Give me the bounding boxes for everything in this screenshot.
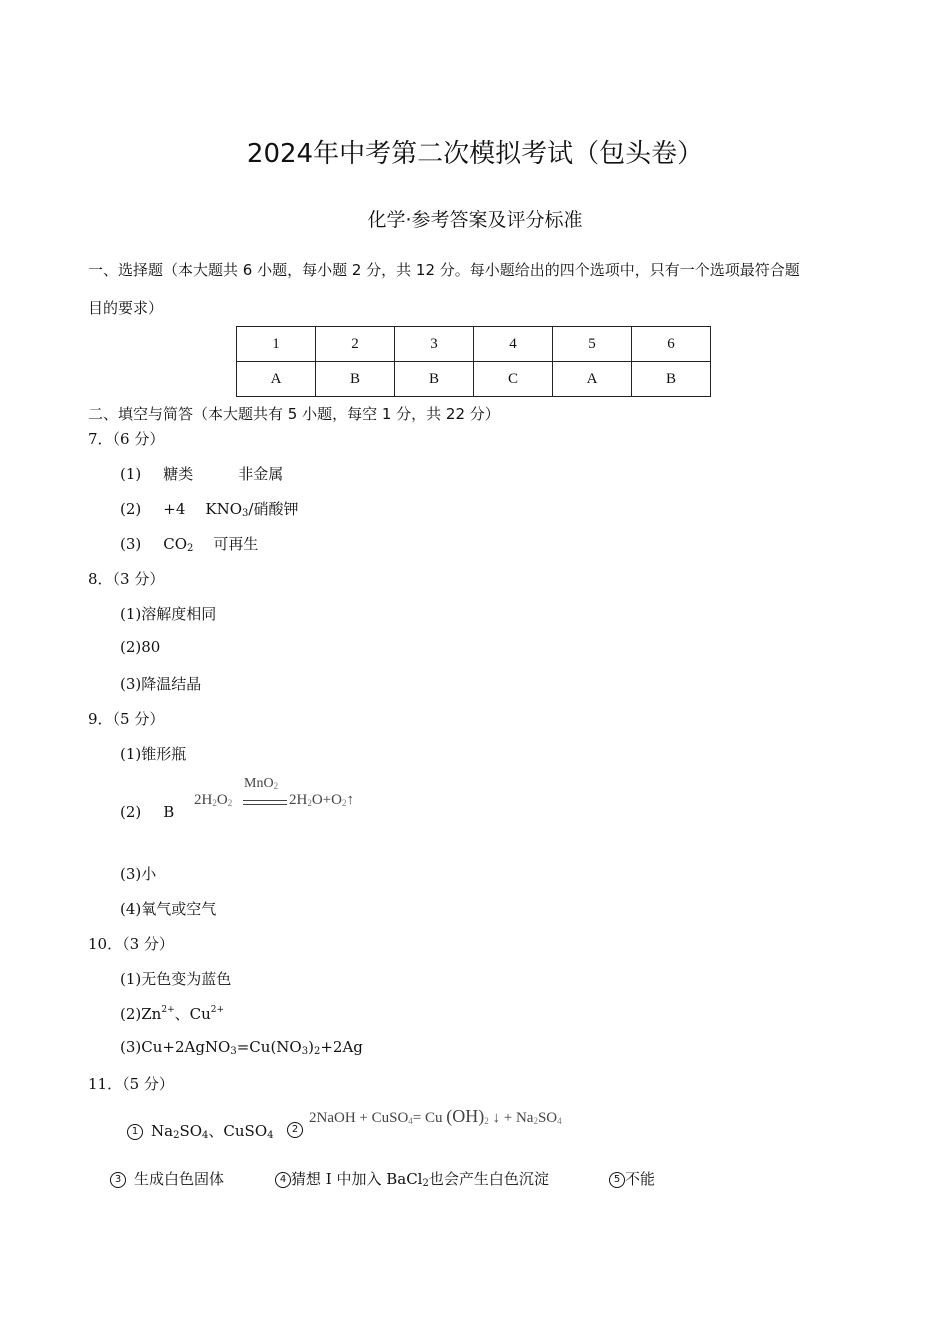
q8-part1: (1)溶解度相同: [120, 605, 217, 623]
q7-p2-answer-b: $KNO_3/$硝酸钾: [205, 500, 299, 519]
circled-number-4-icon: 4: [275, 1172, 291, 1188]
section2-heading: 二、填空与简答（本大题共有 5 小题，每空 1 分，共 22 分）: [88, 405, 500, 423]
table-cell: 3: [395, 327, 474, 362]
q7-part3: [120, 533, 258, 554]
table-cell: 1: [237, 327, 316, 362]
q10-part2: $(2)Zn^{2+}$、$Cu^{2+}$: [120, 1005, 225, 1023]
table-cell: 2: [316, 327, 395, 362]
q7-part2: [120, 498, 298, 519]
q8-heading: 8．（3 分）: [88, 570, 165, 588]
q7-p2-answer-a: +4: [163, 500, 186, 518]
answer-table: [236, 326, 711, 397]
q7-part1: [120, 463, 283, 484]
q10-part1: (1)无色变为蓝色: [120, 970, 232, 988]
q7-p1-answer-a: 糖类: [163, 465, 194, 483]
table-cell: B: [632, 362, 711, 397]
q7-p1-answer-b: 非金属: [238, 465, 284, 483]
circled-number-1-icon: 1: [127, 1124, 143, 1140]
table-cell: 6: [632, 327, 711, 362]
circled-number-3-icon: 3: [110, 1172, 126, 1188]
table-cell: 4: [474, 327, 553, 362]
q9-part2-label: (2) B: [120, 803, 175, 821]
q11-answer-1: 1 $Na_2SO_4$、CuSO$_4$: [127, 1120, 274, 1141]
table-cell: A: [553, 362, 632, 397]
q8-part3: (3)降温结晶: [120, 675, 202, 693]
q7-p1-label: (1): [120, 465, 142, 483]
q10-heading: 10．（3 分）: [88, 935, 174, 953]
q7-p3-answer-b: 可再生: [213, 535, 259, 553]
q11-answer-2-marker: [287, 1120, 303, 1138]
q10-part3: $(3)Cu+2AgNO_3=Cu(NO_3)_2+2Ag$: [120, 1038, 363, 1057]
q7-p3-label: (3): [120, 535, 142, 553]
table-cell: C: [474, 362, 553, 397]
q11-answer-3: 3 生成白色固体: [110, 1168, 224, 1189]
q8-part2: (2)80: [120, 638, 161, 656]
q9-equation-catalyst: MnO$_2$: [244, 776, 279, 791]
section1-heading-line1: 一、选择题（本大题共 6 小题，每小题 2 分，共 12 分。每小题给出的四个选项中，只有一个选项最符合题: [88, 261, 800, 279]
q9-equation-left: $2H_2O_2$: [194, 792, 233, 808]
q9-equation-equals-sign: [243, 800, 287, 805]
table-cell: 5: [553, 327, 632, 362]
q7-p3-answer-a: $CO_2$: [163, 535, 194, 554]
circled-number-5-icon: 5: [609, 1172, 625, 1188]
q9-equation-right: $2H_2O+O_2↑$: [289, 792, 354, 808]
q11-answer-5: 5 不能: [609, 1168, 655, 1189]
q9-p2-answer: B: [163, 803, 175, 821]
page-title: 2024年中考第二次模拟考试（包头卷）: [246, 139, 704, 169]
q11-answer-2-equation: 2NaOH + CuSO$_4$= Cu $(OH)_2$ ↓ + $Na_2SO_4$: [309, 1106, 562, 1126]
q9-part3: (3)小: [120, 865, 157, 883]
circled-number-2-icon: 2: [287, 1122, 303, 1138]
q9-part1: (1)锥形瓶: [120, 745, 187, 763]
q7-p2-label: (2): [120, 500, 142, 518]
table-cell: B: [316, 362, 395, 397]
table-cell: B: [395, 362, 474, 397]
section1-heading-line2: 目的要求）: [88, 299, 164, 317]
table-cell: A: [237, 362, 316, 397]
q11-heading: 11．（5 分）: [88, 1075, 174, 1093]
q11-answer-4: 4 猜想 I 中加入 BaCl$_2$也会产生白色沉淀: [275, 1168, 549, 1189]
answer-table-answer-row: [237, 362, 711, 397]
q9-heading: 9．（5 分）: [88, 710, 165, 728]
answer-table-number-row: [237, 327, 711, 362]
page-subtitle: 化学·参考答案及评分标准: [367, 209, 583, 231]
q7-heading: 7．（6 分）: [88, 430, 165, 448]
q9-part4: (4)氧气或空气: [120, 900, 217, 918]
